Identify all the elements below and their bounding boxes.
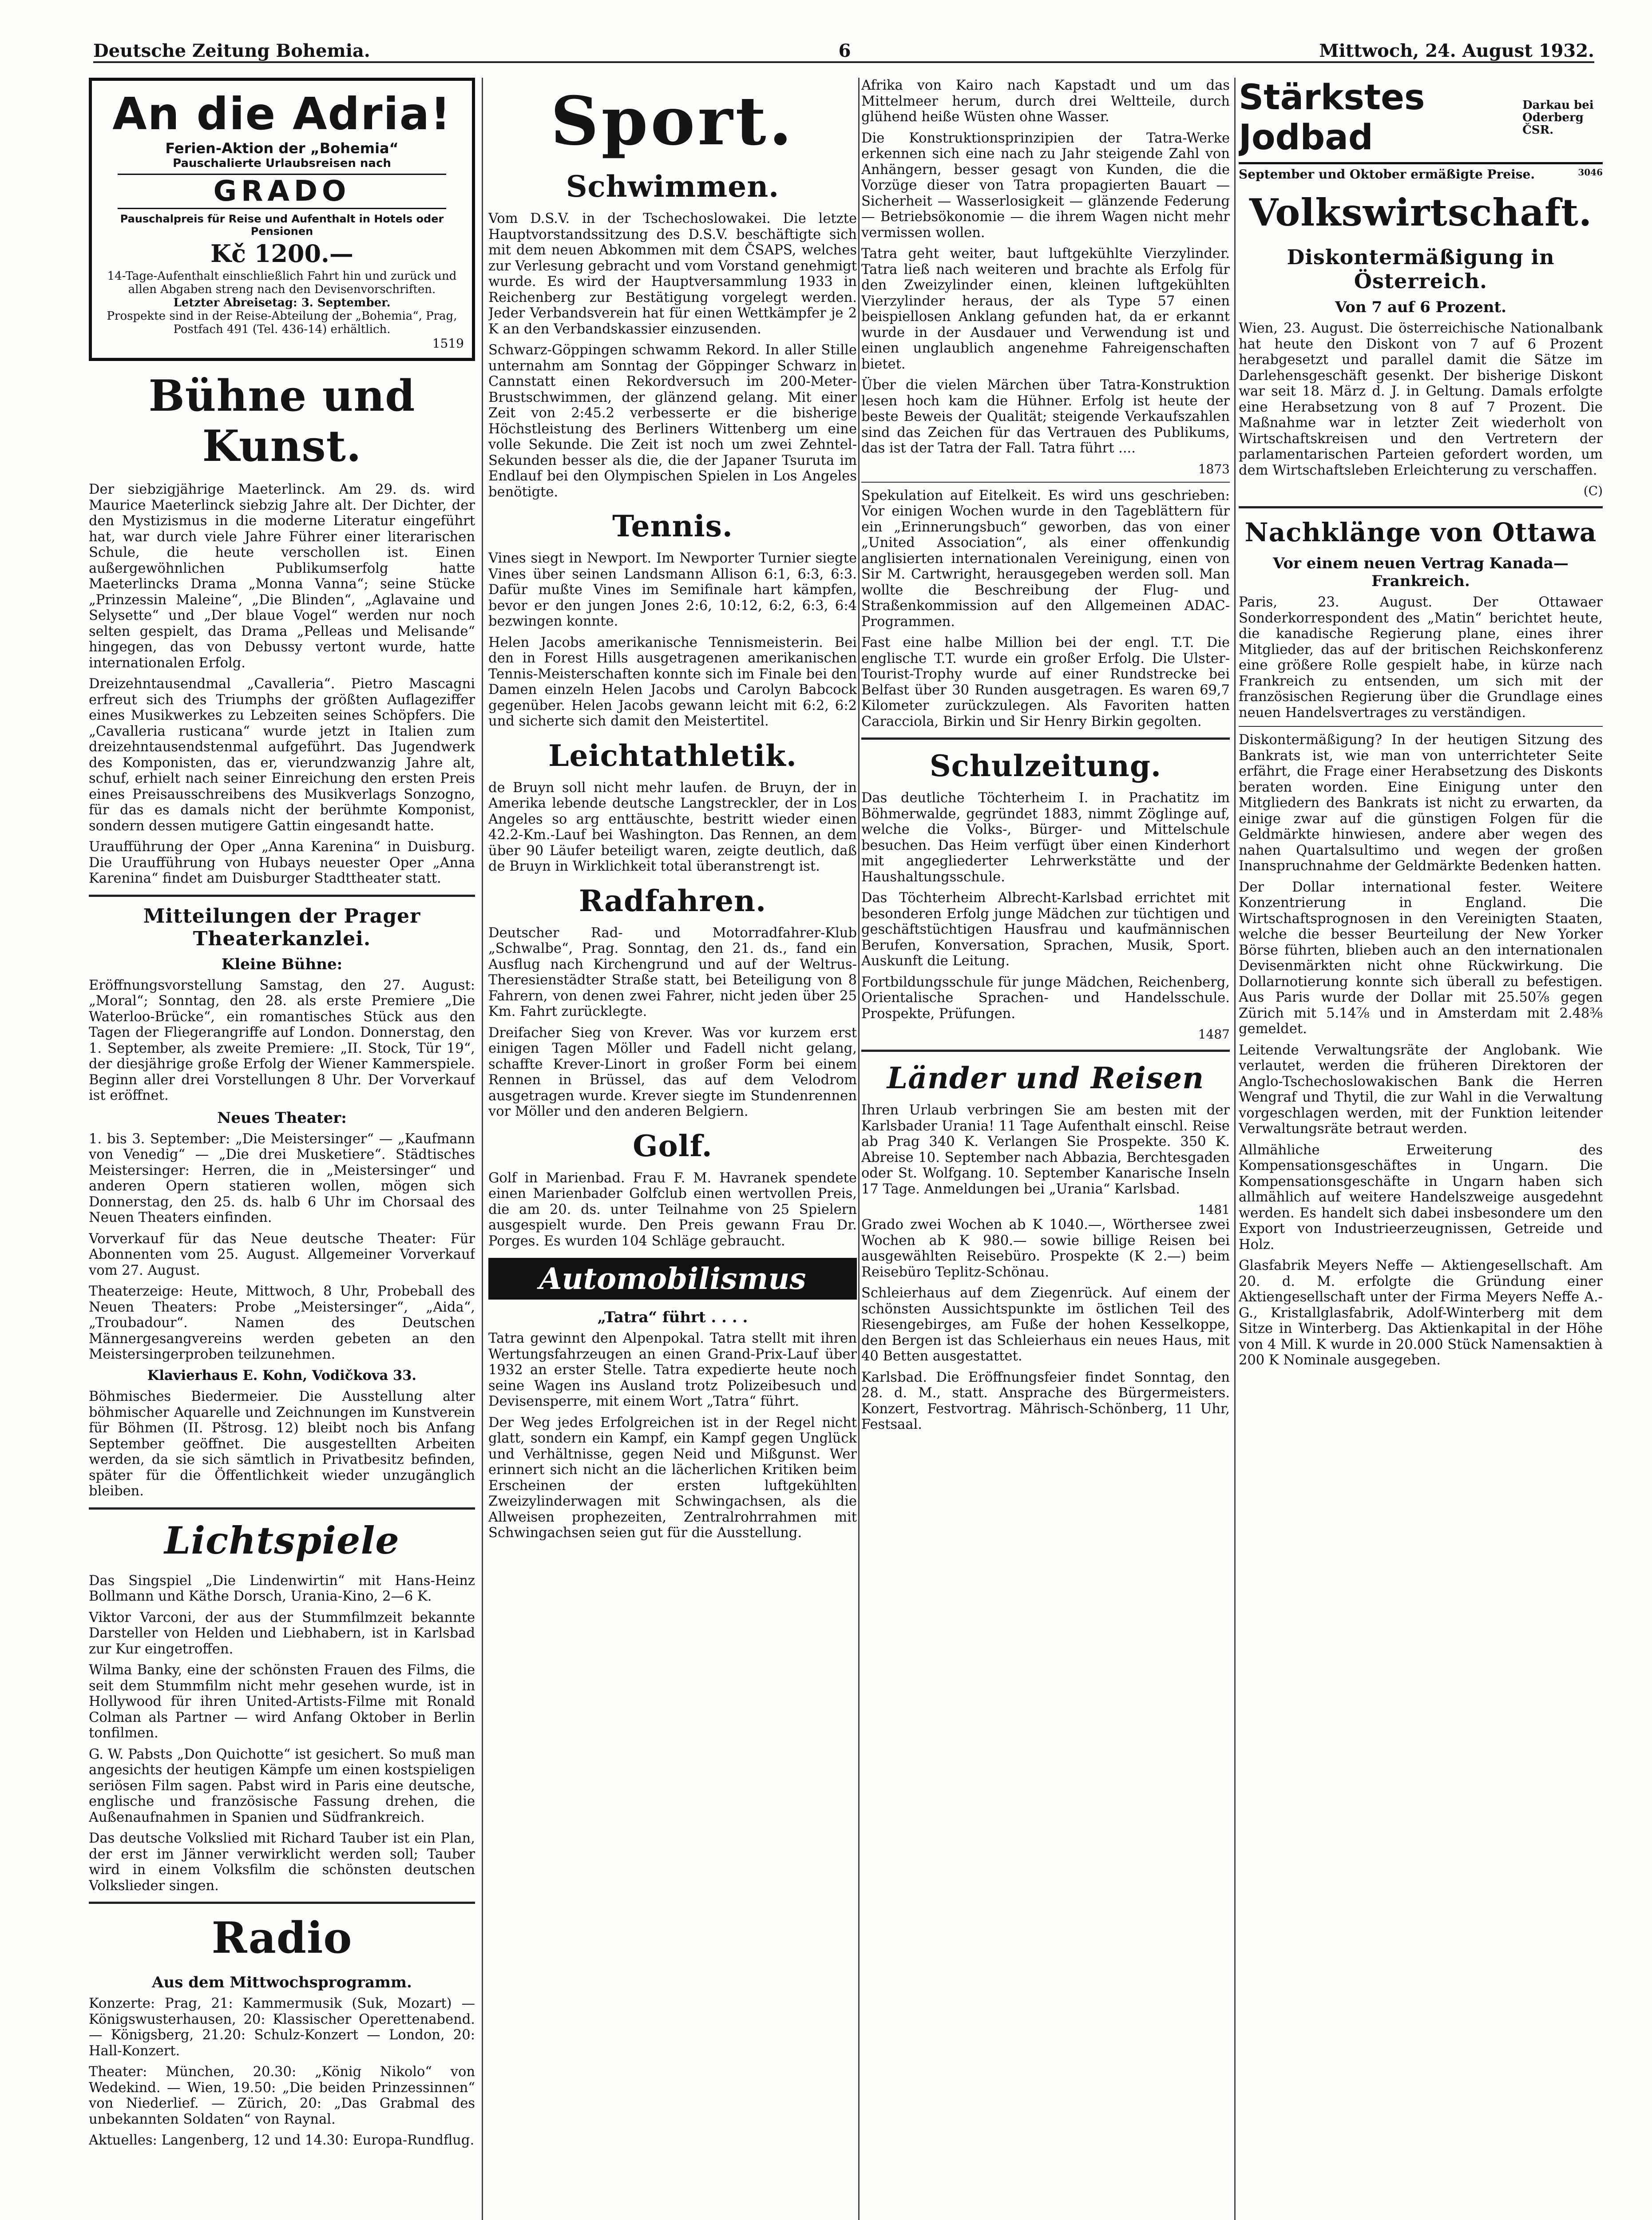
article-paragraph: Das deutliche Töchterheim I. in Prachatitz im Böhmerwalde, gegründet 1883, nimmt Zöglinge auf, welche die Volks-, Bürger- und Mittelschule besuchen. Das Heim verfügt über einen Kinderhort mit angegliederter Lehrwerkstätte und der Haushaltungsschule. (861, 790, 1230, 885)
divider (89, 1902, 475, 1904)
advert-line: Klavierhaus E. Kohn, Vodičkova 33. (147, 1367, 417, 1384)
divider (1239, 506, 1603, 508)
article-headline: Diskontermäßigung in Österreich. (1287, 245, 1555, 293)
ad-line: Pauschalpreis für Reise und Aufenthalt in Hotels oder Pensionen (120, 213, 444, 238)
ad-location-line: Darkau bei (1522, 99, 1594, 112)
article-paragraph: Das deutsche Volkslied mit Richard Tauber ist ein Plan, der erst im Jänner verwirklicht werden soll; Tauber wird in einem Volksfilm die schönsten deutschen Volkslieder singen. (89, 1831, 475, 1894)
page-number: 6 (838, 40, 851, 61)
article-paragraph: Karlsbad. Die Eröffnungsfeier findet Sonntag, den 28. d. M., statt. Ansprache des Bürgermeisters. Konzert, Festvortrag. Mährisch-Schönberg, 11 Uhr, Festsaal. (861, 1369, 1230, 1432)
article-paragraph: Theaterzeige: Heute, Mittwoch, 8 Uhr, Probeball des Neuen Theaters: Probe „Meistersinger“, „Aida“, „Troubadour“. Namen des Deutschen Männergesangvereins werden gebeten an den Meistersingerproben teilzunehmen. (89, 1284, 475, 1362)
jodbad-advertisement (1239, 78, 1603, 164)
newspaper-name: Deutsche Zeitung Bohemia. (93, 40, 370, 61)
subsection-heading: Radfahren. (578, 883, 767, 918)
subheading: Aus dem Mittwochsprogramm. (152, 1974, 412, 1991)
divider (861, 482, 1230, 483)
ad-line: Pauschalierte Urlaubsreisen nach (173, 157, 391, 170)
article-paragraph: Aktuelles: Langenberg, 12 und 14.30: Europa-Rundflug. (89, 2133, 475, 2148)
article-paragraph: Vorverkauf für das Neue deutsche Theater: Für Abonnenten vom 25. August. Allgemeiner Vorverkauf vom 27. August. (89, 1231, 475, 1278)
article-paragraph: Fortbildungsschule für junge Mädchen, Reichenberg, Orientalische Sprachen- und Handelsschule. Prospekte, Prüfungen. (861, 974, 1230, 1022)
section-heading-theaterkanzlei: Mitteilungen der Prager Theaterkanzlei. (143, 904, 421, 950)
ad-line: Ferien-Aktion der „Bohemia“ (165, 140, 399, 157)
article-paragraph: Vom D.S.V. in der Tschechoslowakei. Die letzte Hauptvorstandssitzung des D.S.V. beschäftigte sich mit dem neuen Abkommen mit dem ČSAPS, welches zur Verlesung gebracht und vom Vorstand genehmigt wurde. Es wird der Hauptversammlung 1933 in Reichenberg zur Bestätigung vorgelegt werden. Jeder Verbandsverein hat für einen Wettkämpfer je 2 K an den Verbandskassier einzusenden. (488, 211, 857, 337)
column-rule (1234, 78, 1236, 2220)
section-heading-lichtspiele: Lichtspiele (164, 1518, 400, 1562)
article-paragraph: Der siebzigjährige Maeterlinck. Am 29. ds. wird Maurice Maeterlinck siebzig Jahre alt. Der Dichter, der den Mystizismus in die moderne Literatur eingeführt hat, war durch viele Jahre Führer einer literarischen Schule, die heute verschollen ist. Einen außergewöhnlichen Publikumserfolg hatte Maeterlincks Drama „Monna Vanna“; seine Stücke „Prinzessin Maleine“, „Die Blinden“, „Aglavaine und Selysette“ und „Der blaue Vogel“ werden nur noch selten gespielt, das Drama „Pelleas und Melisande“ hingegen, das von Debussy vertont wurde, hatte internationalen Erfolg. (89, 482, 475, 671)
section-heading-automobilismus: Automobilismus (488, 1258, 857, 1300)
article-paragraph: Tatra geht weiter, baut luftgekühlte Vierzylinder. Tatra ließ nach weiteren und brachte als Erfolg für den Zweizylinder einen, kleinen luftgekühlten Vierzylinder heraus, der als Type 57 einen beispiellosen Anklang gefunden hat, da er erkannt wurde in der Ausdauer und Verwendung ist und einen unglaublich angenehme Fahreigenschaften bietet. (861, 246, 1230, 372)
divider (89, 1507, 475, 1510)
article-paragraph: Helen Jacobs amerikanische Tennismeisterin. Bei den in Forest Hills ausgetragenen amerikanischen Tennis-Meisterschaften konnte sich im Finale bei den Damen einzeln Helen Jacobs und Carolyn Babcock gegenüber. Helen Jacobs gewann leicht mit 6:2, 6:2 und sicherte sich damit den Meistertitel. (488, 634, 857, 729)
subheading: Vor einem neuen Vertrag Kanada—Frankreich. (1273, 555, 1569, 590)
article-paragraph: Wilma Banky, eine der schönsten Frauen des Films, die seit dem Stummfilm nicht mehr gesehen wurde, ist in Hollywood für ihren United-Artists-Filme mit Ronald Colman als Partner — wird Anfang Oktober in Berlin tonfilmen. (89, 1662, 475, 1741)
adria-advertisement (89, 78, 475, 361)
section-heading-sport: Sport. (551, 82, 795, 160)
divider (861, 1050, 1230, 1052)
ad-title: An die Adria! (112, 88, 452, 140)
column-3 (861, 78, 1230, 1438)
article-paragraph: Eröffnungsvorstellung Samstag, den 27. August: „Moral“; Sonntag, den 28. als erste Premiere „Die Waterloo-Brücke“, ein romantisches Stück aus den Tagen der Fliegerangriffe auf London. Donnerstag, den 1. September, als zweite Premiere: „II. Stock, Tür 19“, der diesjährige große Erfolg der Wiener Kammerspiele. Beginn aller drei Vorstellungen 8 Uhr. Der Vorverkauf ist eröffnet. (89, 977, 475, 1103)
column-4 (1239, 78, 1603, 1374)
article-paragraph: Dreizehntausendmal „Cavalleria“. Pietro Mascagni erfreut sich des Triumphs der größten Auflageziffer eines Musikwerkes zu Lebzeiten seines Schöpfers. Die „Cavalleria rusticana“ wurde jetzt in Italien zum dreizehntausendstenmal aufgeführt. Das Jugendwerk des Komponisten, das er, vierundzwanzig Jahre alt, schuf, erhielt nach seiner Einreichung den ersten Preis eines Preisausschreibens des Musikverlags Sonzogno, für das es damals nicht der berühmte Komponist, sondern dessen mutigere Gattin eingesandt hatte. (89, 676, 475, 834)
subsection-heading: Leichtathletik. (548, 738, 797, 773)
issue-date: Mittwoch, 24. August 1932. (1319, 40, 1594, 61)
article-paragraph: Leitende Verwaltungsräte der Anglobank. Wie verlautet, werden die früheren Direktoren der Anglo-Tschechoslowakischen Bank die Herren Wengraf und Thytil, die zur Wahl in die Verwaltung vorgeschlagen werden, mit der Funktion leitender Verwaltungsräte betraut werden. (1239, 1042, 1603, 1137)
ad-line: Letzter Abreisetag: 3. September. (173, 296, 391, 309)
article-paragraph: Schwarz-Göppingen schwamm Rekord. In aller Stille unternahm am Sonntag der Göppinger Schwarz in Cannstatt einen Rekordversuch im 200-Meter-Brustschwimmen, der glänzend gelang. Mit einer Zeit von 2:45.2 verbesserte er die bisherige Höchstleistung des Berliners Wittenberg um eine volle Sekunde. Die Zeit ist noch um zwei Zehntel-Sekunden besser als die, die der Japaner Tsuruta im Endlauf bei den Olympischen Spielen in Los Angeles benötigte. (488, 342, 857, 500)
ad-footer (1239, 164, 1603, 182)
column-2 (488, 78, 857, 1546)
article-paragraph: Dreifacher Sieg von Krever. Was vor kurzem erst einigen Tagen Möller und Fadell nicht gelang, schaffte Krever-Linort in großer Form bei einem Rennen in Brüssel, das auf dem Velodrom ausgetragen wurde. Krever siegte im Stundenrennen vor Möller und den anderen Belgiern. (488, 1025, 857, 1119)
author-mark: (C) (1583, 484, 1603, 498)
section-heading-laender-und-reisen: Länder und Reisen (887, 1061, 1204, 1095)
article-paragraph: Der Dollar international fester. Weitere Konzentrierung in England. Die Wirtschaftsprognosen in den Vereinigten Staaten, welche die besser Beurteilung der New Yorker Börse führten, blieben auch an den internationalen Devisenmärkten nicht ohne Rückwirkung. Die Dollarnotierung konnte sich überall zu befestigen. Aus Paris wurde der Dollar mit 25.50⅞ gegen Zürich mit 5.14⅞ und in Amsterdam mit 2.48⅜ gemeldet. (1239, 879, 1603, 1037)
running-header (93, 35, 1594, 63)
subheading: Von 7 auf 6 Prozent. (1335, 298, 1507, 316)
ad-line: 14-Tage-Aufenthalt einschließlich Fahrt hin und zurück und allen Abgaben streng nach den Devisenvorschriften. (107, 270, 457, 296)
subheading: Neues Theater: (217, 1109, 347, 1127)
article-paragraph: Deutscher Rad- und Motorradfahrer-Klub „Schwalbe“, Prag. Sonntag, den 21. ds., fand ein Ausflug nach Kirchengrund und auf der Weltrus-Theresienstädter Straße statt, bei Beteiligung von 8 Fahrern, von denen zwei Fahrer, nicht jeden über 25 Km. Fahrt zurücklegte. (488, 925, 857, 1019)
column-rule (482, 78, 483, 2220)
article-paragraph: Böhmisches Biedermeier. Die Ausstellung alter böhmischer Aquarelle und Zeichnungen im Kunstverein für Böhmen (II. Pštrosg. 12) bleibt noch bis Anfang September geöffnet. Die ausgestellten Arbeiten werden, da sie sich sämtlich in Privatbesitz befinden, später für die Öffentlichkeit wieder unzugänglich bleiben. (89, 1389, 475, 1499)
article-paragraph: G. W. Pabsts „Don Quichotte“ ist gesichert. So muß man angesichts der heutigen Kämpfe um einen kostspieligen seriösen Film sagen. Pabst wird in Paris eine deutsche, englische und französische Fassung drehen, die Außenaufnahmen in Spanien und Südfrankreich. (89, 1746, 475, 1825)
article-paragraph: Diskontermäßigung? In der heutigen Sitzung des Bankrats ist, wie man von unterrichteter Seite erfährt, die Frage einer Herabsetzung des Diskonts beraten worden. Eine Einigung unter den Mitgliedern des Bankrats ist nicht zu erwarten, da einige zwar auf die günstigen Folgen für die Geldmärkte hinwiesen, andere aber wegen des nahen Quartalsultimo und wegen der großen Inanspruchnahme der Geldmärkte Bedenken hatten. (1239, 732, 1603, 874)
section-heading-radio: Radio (211, 1913, 353, 1963)
article-paragraph: Der Weg jedes Erfolgreichen ist in der Regel nicht glatt, sondern ein Kampf, ein Kampf gegen Unglück und Verhältnisse, gegen Neid und Mißgunst. Wer erinnert sich nicht an die lächerlichen Kritiken beim Erscheinen der ersten luftgekühlten Zweizylinderwagen mit Schwingachsen, als die Allweisen prophezeiten, Zentralrohrrahmen mit Schwingachsen seien gut für die Ausstellung. (488, 1415, 857, 1541)
ad-line: September und Oktober ermäßigte Preise. (1239, 167, 1535, 182)
subsection-heading: Schwimmen. (566, 169, 780, 204)
article-paragraph: Konzerte: Prag, 21: Kammermusik (Suk, Mozart) — Königswusterhausen, 20: Klassischer Operettenabend. — Königsberg, 21.20: Schulz-Konzert — London, 20: Hall-Konzert. (89, 1996, 475, 2059)
article-paragraph: Fast eine halbe Million bei der engl. T.T. Die englische T.T. wurde ein großer Erfolg. Die Ulster-Tourist-Trophy wurde auf einer Rundstrecke bei Belfast über 30 Runden ausgetragen. Es waren 69,7 Kilometer zurückzulegen. Als Favoriten hatten Caracciola, Birkin und Sir Henry Birkin gegolten. (861, 635, 1230, 729)
ad-code: 3046 (1578, 167, 1603, 178)
ad-code: 1519 (432, 336, 464, 351)
ad-location (1522, 99, 1603, 136)
subheading: Kleine Bühne: (221, 955, 343, 973)
ad-location-line: Oderberg ČSR. (1522, 111, 1584, 137)
article-paragraph: Glasfabrik Meyers Neffe — Aktiengesellschaft. Am 20. d. M. erfolgte die Gründung einer Aktiengesellschaft unter der Firma Meyers Neffe A.-G., Kristallglasfabrik, Adolf-Winterberg mit dem Sitze in Winterberg. Das Aktienkapital in der Höhe von 4 Mill. K wurde in 20.000 Stück Namensaktien à 200 K Nominale ausgegeben. (1239, 1258, 1603, 1368)
section-heading-buehne: Bühne und Kunst. (148, 371, 416, 471)
article-paragraph: Viktor Varconi, der aus der Stummfilmzeit bekannte Darsteller von Helden und Liebhabern, ist in Karlsbad zur Kur eingetroffen. (89, 1610, 475, 1657)
article-paragraph: de Bruyn soll nicht mehr laufen. de Bruyn, der in Amerika lebende deutsche Langstreckler, der in Los Angeles so arg enttäuschte, bestritt wieder einen 42.2-Km.-Lauf bei Washington. Das Rennen, an dem über 90 Läufer beteiligt waren, zeigte deutlich, daß de Bruyn in Wirklichkeit total überanstrengt ist. (488, 780, 857, 874)
article-paragraph: Ihren Urlaub verbringen Sie am besten mit der Karlsbader Urania! 11 Tage Aufenthalt einschl. Reise ab Prag 340 K. Verlangen Sie Prospekte. 350 K. Abreise 10. September nach Abbazia, Berchtesgaden oder St. Wolfgang. 10. September Kanarische Inseln 17 Tage. Anmeldungen bei „Urania“ Karlsbad. (861, 1102, 1230, 1197)
article-paragraph: Das Singspiel „Die Lindenwirtin“ mit Hans-Heinz Bollmann und Käthe Dorsch, Urania-Kino, 2—6 K. (89, 1573, 475, 1604)
article-paragraph: Spekulation auf Eitelkeit. Es wird uns geschrieben: Vor einigen Wochen wurde in den Tageblättern für ein „Erinnerungsbuch“ geworben, das von einer „United Association“, als einer offenkundig anglisierten internationalen Vereinigung, einen von Sir M. Cartwright, herausgegeben werden soll. Man wollte die Beschreibung der Flug- und Straßenkommission auf den Allgemeinen ADAC-Programmen. (861, 488, 1230, 630)
article-paragraph: 1. bis 3. September: „Die Meistersinger“ — „Kaufmann von Venedig“ — „Die drei Musketiere“. Städtisches Meistersinger: Herren, die in „Meistersinger“ und anderen Opern statieren wollen, mögen sich Donnerstag, den 25. ds. halb 6 Uhr im Chorsaal des Neuen Theaters einfinden. (89, 1131, 475, 1225)
article-paragraph: Golf in Marienbad. Frau F. M. Havranek spendete einen Marienbader Golfclub einen wertvollen Preis, die am 20. ds. unter Teilnahme von 25 Spielern ausgespielt wurde. Den Preis gewann Frau Dr. Porges. Es wurden 104 Schläge gebraucht. (488, 1170, 857, 1249)
column-1 (89, 78, 475, 2154)
advert-code: 1487 (1198, 1027, 1230, 1042)
subheading: „Tatra“ führt . . . . (597, 1308, 748, 1326)
ad-price: Kč 1200.— (210, 239, 353, 268)
article-paragraph: Grado zwei Wochen ab K 1040.—, Wörthersee zwei Wochen ab K 980.— sowie billige Reisen bei ausgewählten Reisebüro. Prospekte (K 2.—) beim Reisebüro Teplitz-Schönau. (861, 1217, 1230, 1280)
article-paragraph: Das Töchterheim Albrecht-Karlsbad errichtet mit besonderen Erfolg junge Mädchen zur tüchtigen und geschäftstüchtigen Hausfrau und kaufmännischen Berufen, Konversation, Sprachen, Musik, Sport. Auskunft die Leitung. (861, 890, 1230, 969)
article-paragraph: Theater: München, 20.30: „König Nikolo“ von Wedekind. — Wien, 19.50: „Die beiden Prinzessinnen“ von Niederlief. — Zürich, 20: „Das Grabmal des unbekannten Soldaten“ von Raynal. (89, 2064, 475, 2127)
section-heading-volkswirtschaft: Volkswirtschaft. (1249, 190, 1593, 234)
divider (861, 737, 1230, 740)
section-heading-schulzeitung: Schulzeitung. (929, 749, 1162, 783)
advert-code: 1873 (1198, 461, 1230, 476)
article-paragraph: Die Konstruktionsprinzipien der Tatra-Werke erkennen sich eine nach zu Jahr steigende Zahl von Anhängern, besser gesagt von Kunden, die die Vorzüge dieser von Tatra propagierten Bauart — Sicherheit — Wasserlosigkeit — glänzende Federung — Betriebsökonomie — die ihrem Wagen nicht mehr vermissen wollen. (861, 130, 1230, 241)
subsection-heading: Golf. (633, 1128, 713, 1163)
article-headline: Nachklänge von Ottawa (1244, 517, 1597, 547)
article-paragraph: Paris, 23. August. Der Ottawaer Sonderkorrespondent des „Matin“ berichtet heute, die kanadische Regierung plane, eines ihrer Mitglieder, das auf der britischen Reichskonferenz eine größere Rolle gespielt habe, in kürze nach Frankreich zu entsenden, um sich mit der französischen Regierung über die Grundlage eines neuen Handelsvertrages zu verständigen. (1239, 595, 1603, 721)
article-paragraph: Vines siegt in Newport. Im Newporter Turnier siegte Vines über seinen Landsmann Allison 6:1, 6:3, 6:3. Dafür mußte Vines im Semifinale hart kämpfen, bevor er den jungen Jones 2:6, 10:12, 6:2, 6:3, 6:4 bezwingen konnte. (488, 551, 857, 629)
article-paragraph: Allmähliche Erweiterung des Kompensationsgeschäftes in Ungarn. Die Kompensationsgeschäfte in Ungarn haben sich allmählich auf weitere Handelszweige ausgedehnt werden. Es handelt sich dabei insbesondere um den Export von Industrieerzeugnissen, Getreide und Holz. (1239, 1142, 1603, 1253)
article-paragraph: Uraufführung der Oper „Anna Karenina“ in Duisburg. Die Uraufführung von Hubays neuester Oper „Anna Karenina“ findet am Duisburger Stadttheater statt. (89, 839, 475, 886)
column-rule (858, 78, 860, 2220)
ad-title: Stärkstes Jodbad (1239, 78, 1425, 158)
article-paragraph: Schleierhaus auf dem Ziegenrück. Auf einem der schönsten Aussichtspunkte im östlichen Teil des Riesengebirges, am Fuße der hohen Kesselkoppe, den Bergen ist das Schleierhaus ein neues Haus, mit 40 Betten ausgestattet. (861, 1285, 1230, 1364)
article-paragraph: Wien, 23. August. Die österreichische Nationalbank hat heute den Diskont von 7 auf 6 Prozent herabgesetzt und parallel damit die Sätze im Darlehensgeschäft gesenkt. Der bisherige Diskont war seit 18. März d. J. in Geltung. Damals erfolgte eine Herabsetzung von 8 auf 7 Prozent. Die Maßnahme war in letzter Zeit wiederholt von Wirtschaftskreisen und den Vertretern der parlamentarischen Parteien gefordert worden, um dem Wirtschaftsleben Erleichterung zu verschaffen. (1239, 321, 1603, 478)
divider (1239, 726, 1603, 727)
subsection-heading: Tennis. (612, 509, 733, 543)
ad-line: Prospekte sind in der Reise-Abteilung der „Bohemia“, Prag, Postfach 491 (Tel. 436-14) erhältlich. (107, 309, 457, 336)
article-paragraph: Tatra gewinnt den Alpenpokal. Tatra stellt mit ihren Wertungsfahrzeugen an einen Grand-Prix-Lauf über 1932 an erster Stelle. Tatra expedierte heute noch seine Wagen ins Ausland trotz Polizeibesuch und Devisensperre, mit einem Wort „Tatra“ führt. (488, 1331, 857, 1409)
advert-code: 1481 (1198, 1202, 1230, 1217)
article-paragraph: Afrika von Kairo nach Kapstadt und um das Mittelmeer herum, durch drei Weltteile, durch glühend heiße Wüsten ohne Wasser. (861, 78, 1230, 125)
article-paragraph: Über die vielen Märchen über Tatra-Konstruktion lesen hoch kam die Hühner. Erfolg ist heute der beste Beweis der Qualität; steigende Verkaufszahlen sind das Zeichen für das Vertrauen des Publikums, das ist der Tatra der Fall. Tatra führt .... (861, 377, 1230, 456)
divider (89, 895, 475, 897)
ad-destination: GRADO (118, 174, 446, 209)
